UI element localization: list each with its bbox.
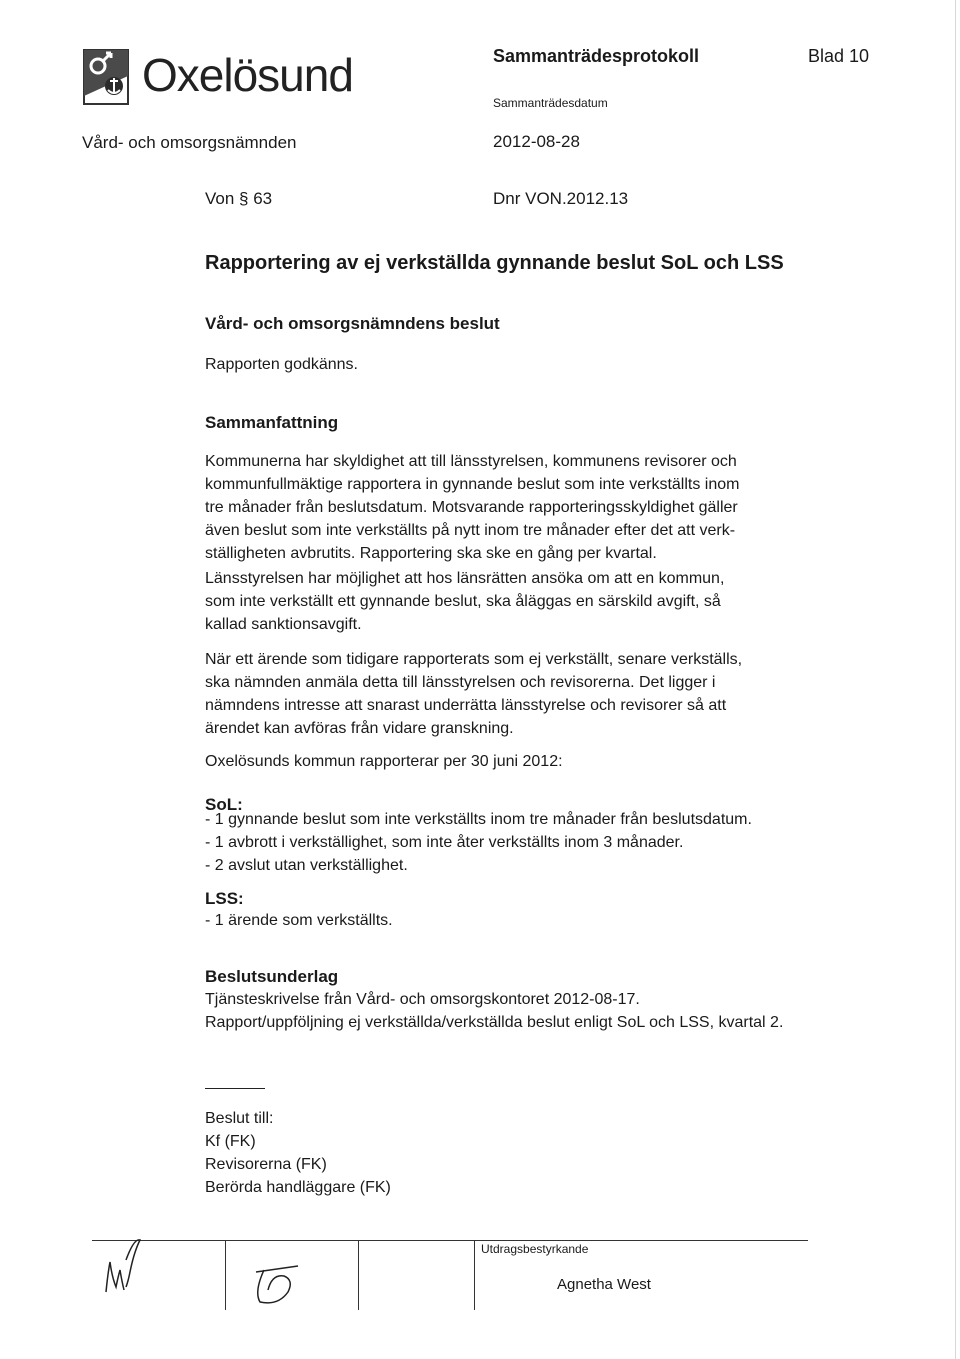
meeting-date: 2012-08-28	[493, 132, 580, 151]
text-line: Länsstyrelsen har möjlighet att hos länsrätten ansöka om att en kommun,	[205, 570, 725, 587]
list-item: - 1 gynnande beslut som inte verkställts inom tre månader från beslutsdatum.	[205, 811, 752, 828]
decision-text: Rapporten godkänns.	[205, 356, 358, 373]
list-item: Revisorerna (FK)	[205, 1156, 327, 1173]
logo-wordmark: Oxelösund	[142, 49, 353, 101]
list-item: - 1 avbrott i verkställighet, som inte åter verkställts inom 3 månader.	[205, 834, 684, 851]
sol-heading: SoL:	[205, 795, 243, 814]
list-item: Tjänsteskrivelse från Vård- och omsorgskontoret 2012-08-17.	[205, 991, 640, 1008]
text-line: kommunfullmäktige rapportera in gynnande beslut som inte verkställts inom	[205, 476, 740, 493]
decision-heading: Vård- och omsorgsnämndens beslut	[205, 314, 500, 333]
department-name: Vård- och omsorgsnämnden	[82, 133, 297, 152]
text-line: ärendet kan avföras från vidare granskning.	[205, 720, 514, 737]
list-item: - 2 avslut utan verkställighet.	[205, 857, 408, 874]
lss-heading: LSS:	[205, 889, 244, 908]
section-number: Von § 63	[205, 189, 273, 208]
recipients-heading: Beslut till:	[205, 1110, 274, 1127]
basis-list	[205, 988, 865, 1034]
text-line: tre månader från beslutsdatum. Motsvarande rapporteringsskyldighet gäller	[205, 499, 738, 516]
text-line: kallad sanktionsavgift.	[205, 616, 362, 633]
list-item: - 1 ärende som verkställts.	[205, 912, 393, 929]
case-number: Dnr VON.2012.13	[493, 189, 629, 208]
text-line: nämndens intresse att snarast underrätta länsstyrelse och revisorer så att	[205, 697, 727, 714]
lss-list	[205, 909, 393, 932]
report-intro: Oxelösunds kommun rapporterar per 30 juni 2012:	[205, 753, 563, 770]
meeting-date-label: Sammanträdesdatum	[493, 96, 608, 110]
sol-list	[205, 808, 825, 877]
signature-box-divider	[358, 1240, 359, 1310]
page-title: Rapportering av ej verkställda gynnande beslut SoL och LSS	[205, 252, 784, 274]
recipients-list	[205, 1130, 391, 1199]
list-item: Berörda handläggare (FK)	[205, 1179, 391, 1196]
signature-box-divider	[225, 1240, 226, 1310]
handwritten-initials-signature	[248, 1262, 308, 1310]
certification-label: Utdragsbestyrkande	[481, 1242, 589, 1256]
summary-heading: Sammanfattning	[205, 413, 339, 432]
text-line: När ett ärende som tidigare rapporterats som ej verkställt, senare verkställs,	[205, 651, 743, 668]
text-line: som inte verkställt ett gynnande beslut, ska åläggas en särskild avgift, så	[205, 593, 721, 610]
summary-paragraph-1	[205, 450, 805, 565]
page-number: Blad 10	[808, 46, 870, 66]
document-type: Sammanträdesprotokoll	[493, 46, 700, 66]
page-edge	[955, 0, 956, 1359]
municipal-coat-of-arms-icon	[82, 46, 134, 108]
handwritten-initials-signature	[100, 1232, 150, 1302]
certifier-name: Agnetha West	[557, 1276, 651, 1293]
summary-paragraph-3	[205, 648, 805, 740]
list-item: Rapport/uppföljning ej verkställda/verkställda beslut enligt SoL och LSS, kvartal 2.	[205, 1014, 784, 1031]
basis-heading: Beslutsunderlag	[205, 967, 339, 986]
text-line: ställigheten avbrutits. Rapportering ska ske en gång per kvartal.	[205, 545, 657, 562]
text-line: ska nämnden anmäla detta till länsstyrelsen och revisorerna. Det ligger i	[205, 674, 716, 691]
text-line: även beslut som inte verkställts på nytt inom tre månader efter det att verk-	[205, 522, 736, 539]
divider	[205, 1088, 265, 1089]
summary-paragraph-2	[205, 567, 805, 636]
text-line: Kommunerna har skyldighet att till länsstyrelsen, kommunens revisorer och	[205, 453, 737, 470]
signature-row-line	[92, 1240, 808, 1241]
signature-box-divider	[474, 1240, 475, 1310]
list-item: Kf (FK)	[205, 1133, 256, 1150]
